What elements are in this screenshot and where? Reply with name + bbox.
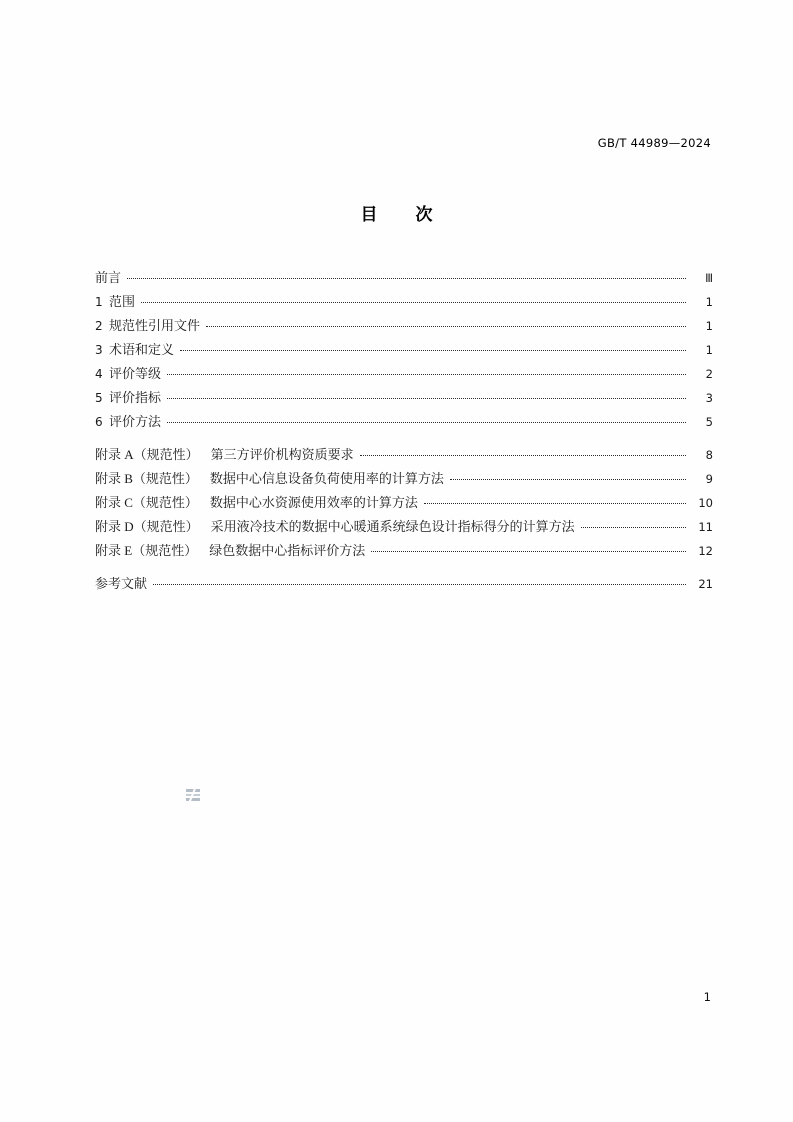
toc-entry-annex: 附录 C（规范性） xyxy=(95,495,198,510)
standard-number: GB/T 44989—2024 xyxy=(597,136,711,150)
toc-entry-text: 评价方法 xyxy=(109,414,162,429)
toc-entry-number: 6 xyxy=(95,415,103,429)
toc-entry-label xyxy=(95,362,161,386)
toc-entry-text: 范围 xyxy=(109,294,136,309)
toc-entry[interactable] xyxy=(95,515,713,539)
toc-entry-number: 5 xyxy=(95,391,103,405)
footer-page-number: 1 xyxy=(703,990,711,1004)
toc-entry-label xyxy=(95,491,418,515)
toc-entry[interactable] xyxy=(95,410,713,434)
toc-entry-text: 评价指标 xyxy=(109,390,162,405)
toc-entry-page: 9 xyxy=(705,472,713,486)
document-stamp-icon xyxy=(186,788,200,804)
toc-entry[interactable] xyxy=(95,338,713,362)
toc-entry[interactable] xyxy=(95,290,713,314)
toc-leader-dots xyxy=(127,278,686,279)
toc-leader-dots xyxy=(167,422,686,423)
toc-entry-page: 3 xyxy=(705,391,713,405)
toc-entry-text: 采用液冷技术的数据中心暖通系统绿色设计指标得分的计算方法 xyxy=(210,519,575,534)
toc-entry-page: 1 xyxy=(705,319,713,333)
toc-entry-page: 8 xyxy=(705,448,713,462)
toc-entry-page: 12 xyxy=(698,544,713,558)
toc-entry-label xyxy=(95,266,121,290)
toc-entry-page: 1 xyxy=(705,295,713,309)
toc-leader-dots xyxy=(424,503,686,504)
toc-entry-page: 11 xyxy=(698,520,713,534)
toc-entry-annex: 附录 A（规范性） xyxy=(95,447,199,462)
toc-entry-text: 前言 xyxy=(95,270,122,285)
toc-entry-label xyxy=(95,290,135,314)
toc-entry[interactable] xyxy=(95,467,713,491)
toc-leader-dots xyxy=(206,326,686,327)
toc-entry[interactable] xyxy=(95,362,713,386)
toc-entry-text: 数据中心水资源使用效率的计算方法 xyxy=(209,495,418,510)
toc-entry-page: 5 xyxy=(705,415,713,429)
toc-entry-annex: 附录 B（规范性） xyxy=(95,471,198,486)
toc-entry[interactable] xyxy=(95,314,713,338)
toc-entry-text: 参考文献 xyxy=(95,576,148,591)
toc-leader-dots xyxy=(141,302,686,303)
toc-entry-annex: 附录 E（规范性） xyxy=(95,543,198,558)
toc-entry-label xyxy=(95,386,161,410)
toc-entry-text: 评价等级 xyxy=(109,366,162,381)
page-title: 目 次 xyxy=(360,205,449,225)
toc-leader-dots xyxy=(167,374,686,375)
toc-entry-label xyxy=(95,314,200,338)
toc-entry-page: 1 xyxy=(705,343,713,357)
toc-entry-page: 21 xyxy=(698,577,713,591)
toc-leader-dots xyxy=(360,455,686,456)
toc-leader-dots xyxy=(167,398,686,399)
toc-entry[interactable] xyxy=(95,443,713,467)
toc-entry-label xyxy=(95,467,444,491)
toc-entry-text: 术语和定义 xyxy=(109,342,175,357)
toc-entry-page: Ⅲ xyxy=(705,271,713,285)
toc-entry-text: 第三方评价机构资质要求 xyxy=(210,447,354,462)
table-of-contents xyxy=(95,266,713,596)
toc-entry-text: 绿色数据中心指标评价方法 xyxy=(209,543,366,558)
toc-leader-dots xyxy=(371,551,686,552)
toc-entry[interactable] xyxy=(95,491,713,515)
toc-entry-label xyxy=(95,572,147,596)
toc-entry-label xyxy=(95,515,575,539)
toc-entry-annex: 附录 D（规范性） xyxy=(95,519,199,534)
toc-leader-dots xyxy=(450,479,686,480)
toc-entry-text: 规范性引用文件 xyxy=(109,318,201,333)
toc-entry-number: 3 xyxy=(95,343,103,357)
toc-entry-number: 4 xyxy=(95,367,103,381)
toc-entry[interactable] xyxy=(95,539,713,563)
toc-leader-dots xyxy=(153,584,686,585)
toc-entry-page: 2 xyxy=(705,367,713,381)
toc-entry[interactable] xyxy=(95,266,713,290)
toc-entry-label xyxy=(95,410,161,434)
toc-entry-text: 数据中心信息设备负荷使用率的计算方法 xyxy=(209,471,444,486)
toc-leader-dots xyxy=(581,527,686,528)
toc-entry-number: 1 xyxy=(95,295,103,309)
toc-entry-label xyxy=(95,338,174,362)
toc-entry[interactable] xyxy=(95,572,713,596)
toc-leader-dots xyxy=(180,350,686,351)
toc-entry-number: 2 xyxy=(95,319,103,333)
toc-entry-label xyxy=(95,443,354,467)
toc-entry-label xyxy=(95,539,365,563)
toc-entry-page: 10 xyxy=(698,496,713,510)
toc-entry[interactable] xyxy=(95,386,713,410)
